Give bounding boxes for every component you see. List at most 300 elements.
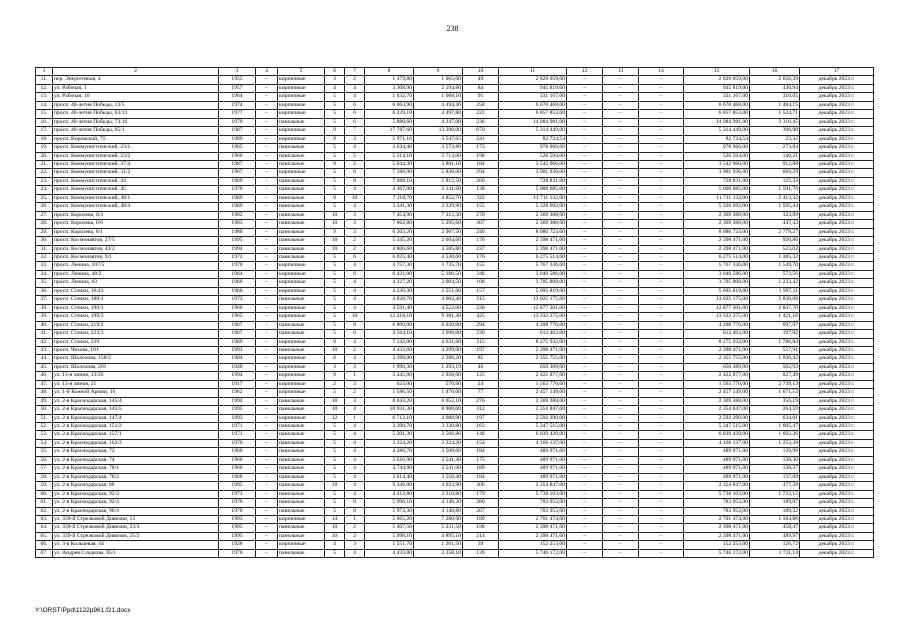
col-14-cell: – bbox=[639, 389, 684, 397]
col-14-cell: – bbox=[639, 220, 684, 228]
cost-total-cell: 6 670 468,00 bbox=[684, 101, 750, 109]
total-area-cell: 4 412,80 bbox=[365, 490, 414, 498]
col-13-cell: – bbox=[603, 118, 639, 126]
table-row bbox=[36, 482, 874, 490]
col-4-cell: – bbox=[256, 245, 278, 253]
entrances-cell: 7 bbox=[345, 127, 365, 135]
cost-total-cell: 2 354 847,00 bbox=[684, 406, 750, 414]
cost-per-sqm-cell: 264,59 bbox=[750, 406, 800, 414]
wall-material-cell: кирпичные bbox=[278, 338, 325, 346]
table-row bbox=[36, 296, 874, 304]
year-built-cell: 1970 bbox=[219, 499, 256, 507]
wall-material-cell: панельные bbox=[278, 253, 325, 261]
entrances-cell: 4 bbox=[345, 490, 365, 498]
row-number-cell: 11. bbox=[36, 76, 53, 84]
col-13-cell: – bbox=[603, 194, 639, 202]
floors-cell: 5 bbox=[325, 423, 345, 431]
entrances-cell: 4 bbox=[345, 279, 365, 287]
address-cell: просп. Кировский, 75 bbox=[53, 135, 219, 143]
cost-per-sqm-cell: 1 184,86 bbox=[750, 516, 800, 524]
col-4-cell: – bbox=[256, 397, 278, 405]
row-number-cell: 44. bbox=[36, 355, 53, 363]
entrances-cell: 3 bbox=[345, 211, 365, 219]
col-12-cell: – bbox=[567, 313, 603, 321]
residents-cell: 179 bbox=[463, 490, 499, 498]
wall-material-cell: кирпичные bbox=[278, 541, 325, 549]
entrances-cell: 4 bbox=[345, 186, 365, 194]
cost-total-cell: 82 724,54 bbox=[684, 135, 750, 143]
col-12-cell: – bbox=[567, 516, 603, 524]
address-cell: ул. 2-я Краснодарская, 92/4 bbox=[53, 499, 219, 507]
col-13-cell: – bbox=[603, 262, 639, 270]
total-cost-cell: 8 080 723,00 bbox=[499, 228, 567, 236]
wall-material-cell: кирпичные bbox=[278, 355, 325, 363]
wall-material-cell: панельные bbox=[278, 245, 325, 253]
column-number: 10 bbox=[463, 68, 499, 76]
total-area-cell: 4 286,70 bbox=[365, 448, 414, 456]
col-4-cell: – bbox=[256, 549, 278, 557]
entrances-cell: 2 bbox=[345, 160, 365, 168]
cost-total-cell: 5 347 515,00 bbox=[684, 423, 750, 431]
table-row bbox=[36, 304, 874, 312]
completion-date-cell: декабрь 2023 г. bbox=[800, 372, 874, 380]
wall-material-cell: панельные bbox=[278, 330, 325, 338]
col-14-cell: – bbox=[639, 338, 684, 346]
total-cost-cell: 2 398 471,00 bbox=[499, 524, 567, 532]
total-area-cell: 4 806,60 bbox=[365, 245, 414, 253]
col-13-cell: – bbox=[603, 473, 639, 481]
wall-material-cell: панельные bbox=[278, 321, 325, 329]
total-area-cell: 3 324,20 bbox=[365, 439, 414, 447]
col-13-cell: – bbox=[603, 363, 639, 371]
wall-material-cell: кирпичные bbox=[278, 101, 325, 109]
wall-material-cell: панельные bbox=[278, 490, 325, 498]
total-cost-cell: 3 542 966,00 bbox=[499, 160, 567, 168]
entrances-cell: 3 bbox=[345, 220, 365, 228]
residents-cell: 175 bbox=[463, 456, 499, 464]
table-row bbox=[36, 110, 874, 118]
col-14-cell: – bbox=[639, 423, 684, 431]
completion-date-cell: декабрь 2023 г. bbox=[800, 355, 874, 363]
col-14-cell: – bbox=[639, 253, 684, 261]
table-row bbox=[36, 330, 874, 338]
address-cell: ул. 13-я линия, 21 bbox=[53, 380, 219, 388]
wall-material-cell: панельные bbox=[278, 499, 325, 507]
col-14-cell: – bbox=[639, 245, 684, 253]
residential-area-cell: 570,90 bbox=[414, 380, 463, 388]
residential-area-cell: 3 310,80 bbox=[414, 490, 463, 498]
residential-area-cell: 5 180,50 bbox=[414, 270, 463, 278]
col-13-cell: – bbox=[603, 465, 639, 473]
col-4-cell: – bbox=[256, 431, 278, 439]
year-built-cell: 1993 bbox=[219, 414, 256, 422]
col-14-cell: – bbox=[639, 524, 684, 532]
col-14-cell: – bbox=[639, 321, 684, 329]
wall-material-cell: панельные bbox=[278, 473, 325, 481]
wall-material-cell: панельные bbox=[278, 456, 325, 464]
floors-cell: 5 bbox=[325, 152, 345, 160]
address-cell: просп. 40-летия Победы, 13/5 bbox=[53, 101, 219, 109]
floors-cell: 5 bbox=[325, 456, 345, 464]
total-cost-cell: 728 831,00 bbox=[499, 177, 567, 185]
cost-per-sqm-cell: 1 421,16 bbox=[750, 313, 800, 321]
residential-area-cell: 3 547,65 bbox=[414, 135, 463, 143]
address-cell: просп. 40-летия Победы, 63/13 bbox=[53, 110, 219, 118]
year-built-cell: 1971 bbox=[219, 423, 256, 431]
col-4-cell: – bbox=[256, 346, 278, 354]
year-built-cell: 1966 bbox=[219, 465, 256, 473]
wall-material-cell: панельные bbox=[278, 186, 325, 194]
year-built-cell: 1993 bbox=[219, 516, 256, 524]
col-14-cell: – bbox=[639, 397, 684, 405]
col-12-cell: – bbox=[567, 414, 603, 422]
cost-total-cell: 2 398 471,00 bbox=[684, 346, 750, 354]
col-12-cell: – bbox=[567, 237, 603, 245]
table-row bbox=[36, 152, 874, 160]
completion-date-cell: декабрь 2023 г. bbox=[800, 338, 874, 346]
residents-cell: 157 bbox=[463, 287, 499, 295]
completion-date-cell: декабрь 2023 г. bbox=[800, 253, 874, 261]
residential-area-cell: 1 068,10 bbox=[414, 93, 463, 101]
completion-date-cell: декабрь 2023 г. bbox=[800, 160, 874, 168]
total-cost-cell: 5 314 449,00 bbox=[499, 127, 567, 135]
residential-area-cell: 4 895,10 bbox=[414, 532, 463, 540]
cost-total-cell: 8 275 932,00 bbox=[684, 338, 750, 346]
year-built-cell: 1973 bbox=[219, 296, 256, 304]
residential-area-cell: 3 141,60 bbox=[414, 186, 463, 194]
col-4-cell: – bbox=[256, 211, 278, 219]
row-number-cell: 17. bbox=[36, 127, 53, 135]
table-row bbox=[36, 414, 874, 422]
table-row bbox=[36, 160, 874, 168]
cost-per-sqm-cell: 557,91 bbox=[750, 346, 800, 354]
entrances-cell: 3 bbox=[345, 228, 365, 236]
table-row bbox=[36, 516, 874, 524]
entrances-cell: 3 bbox=[345, 363, 365, 371]
wall-material-cell: панельные bbox=[278, 549, 325, 557]
col-14-cell: – bbox=[639, 169, 684, 177]
total-area-cell: 6 800,00 bbox=[365, 321, 414, 329]
address-cell: просп. Королева, 6/3 bbox=[53, 211, 219, 219]
year-built-cell: 1940 bbox=[219, 363, 256, 371]
residents-cell: 154 bbox=[463, 439, 499, 447]
total-area-cell: 4 230,30 bbox=[365, 287, 414, 295]
year-built-cell: 1969 bbox=[219, 338, 256, 346]
entrances-cell: 2 bbox=[345, 237, 365, 245]
row-number-cell: 15. bbox=[36, 110, 53, 118]
cost-total-cell: 5 000 685,00 bbox=[684, 186, 750, 194]
entrances-cell: 4 bbox=[345, 431, 365, 439]
col-4-cell: – bbox=[256, 169, 278, 177]
completion-date-cell: декабрь 2023 г. bbox=[800, 262, 874, 270]
total-area-cell: 4 432,60 bbox=[365, 346, 414, 354]
total-cost-cell: 13 332 375,00 bbox=[499, 313, 567, 321]
cost-total-cell: 2 369 388,00 bbox=[684, 211, 750, 219]
year-built-cell: 1966 bbox=[219, 473, 256, 481]
floors-cell: 10 bbox=[325, 346, 345, 354]
residential-area-cell: 2 194,80 bbox=[414, 84, 463, 92]
total-cost-cell: 783 953,00 bbox=[499, 499, 567, 507]
wall-material-cell: кирпичные bbox=[278, 135, 325, 143]
year-built-cell: 1987 bbox=[219, 127, 256, 135]
entrances-cell: 4 bbox=[345, 338, 365, 346]
table-row bbox=[36, 423, 874, 431]
col-13-cell: – bbox=[603, 406, 639, 414]
col-12-cell: – bbox=[567, 490, 603, 498]
column-number: 11 bbox=[499, 68, 567, 76]
address-cell: просп. Шолохова, 201 bbox=[53, 363, 219, 371]
residential-area-cell: 4 247,00 bbox=[414, 118, 463, 126]
year-built-cell: 1955 bbox=[219, 76, 256, 84]
row-number-cell: 46. bbox=[36, 372, 53, 380]
col-13-cell: – bbox=[603, 144, 639, 152]
col-12-cell: – bbox=[567, 499, 603, 507]
row-number-cell: 45. bbox=[36, 363, 53, 371]
cost-total-cell: 4 166 137,00 bbox=[684, 439, 750, 447]
address-cell: ул. 2-я Краснодарская, 157/1 bbox=[53, 431, 219, 439]
col-14-cell: – bbox=[639, 473, 684, 481]
entrances-cell: 4 bbox=[345, 93, 365, 101]
cost-per-sqm-cell: 920,86 bbox=[750, 237, 800, 245]
entrances-cell: 4 bbox=[345, 423, 365, 431]
cost-total-cell: 2 355 755,00 bbox=[684, 355, 750, 363]
col-13-cell: – bbox=[603, 389, 639, 397]
col-12-cell: – bbox=[567, 389, 603, 397]
column-number: 1 bbox=[36, 68, 53, 76]
wall-material-cell: кирпичные bbox=[278, 363, 325, 371]
cost-per-sqm-cell: 3 316,45 bbox=[750, 118, 800, 126]
floors-cell: 5 bbox=[325, 101, 345, 109]
cost-total-cell: 5 738 103,00 bbox=[684, 490, 750, 498]
table-row bbox=[36, 118, 874, 126]
cost-total-cell: 14 084 981,00 bbox=[684, 118, 750, 126]
table-row bbox=[36, 194, 874, 202]
cost-per-sqm-cell: 1 595,44 bbox=[750, 203, 800, 211]
wall-material-cell: кирпичные bbox=[278, 84, 325, 92]
floors-cell: 5 bbox=[325, 262, 345, 270]
total-area-cell: 3 308,90 bbox=[365, 84, 414, 92]
residential-area-cell: 4 933,90 bbox=[414, 482, 463, 490]
wall-material-cell: панельные bbox=[278, 465, 325, 473]
table-row bbox=[36, 524, 874, 532]
year-built-cell: 1964 bbox=[219, 93, 256, 101]
cost-total-cell: 3 542 966,00 bbox=[684, 160, 750, 168]
total-cost-cell: 1 563 770,00 bbox=[499, 380, 567, 388]
total-cost-cell: 489 971,00 bbox=[499, 448, 567, 456]
col-12-cell: – bbox=[567, 177, 603, 185]
completion-date-cell: декабрь 2023 г. bbox=[800, 330, 874, 338]
entrances-cell: 6 bbox=[345, 270, 365, 278]
cost-total-cell: 489 971,00 bbox=[684, 473, 750, 481]
col-4-cell: – bbox=[256, 372, 278, 380]
col-14-cell: – bbox=[639, 549, 684, 557]
total-area-cell: 1 551,70 bbox=[365, 541, 414, 549]
total-cost-cell: 2 398 471,00 bbox=[499, 532, 567, 540]
row-number-cell: 16. bbox=[36, 118, 53, 126]
total-area-cell: 5 996,10 bbox=[365, 499, 414, 507]
table-row bbox=[36, 499, 874, 507]
entrances-cell: 10 bbox=[345, 313, 365, 321]
row-number-cell: 12. bbox=[36, 84, 53, 92]
cost-total-cell: 1 563 770,00 bbox=[684, 380, 750, 388]
cost-per-sqm-cell: 1 524,71 bbox=[750, 110, 800, 118]
address-cell: просп. Стачки, 199/3 bbox=[53, 313, 219, 321]
col-4-cell: – bbox=[256, 516, 278, 524]
floors-cell: 4 bbox=[325, 84, 345, 92]
address-cell: просп. Космонавтов, 43/2 bbox=[53, 245, 219, 253]
year-built-cell: 1993 bbox=[219, 346, 256, 354]
completion-date-cell: декабрь 2023 г. bbox=[800, 270, 874, 278]
residents-cell: 108 bbox=[463, 279, 499, 287]
col-4-cell: – bbox=[256, 296, 278, 304]
completion-date-cell: декабрь 2023 г. bbox=[800, 101, 874, 109]
completion-date-cell: декабрь 2023 г. bbox=[800, 245, 874, 253]
residential-area-cell: 2 551,60 bbox=[414, 287, 463, 295]
total-cost-cell: 520 594,00 bbox=[499, 152, 567, 160]
residents-cell: 176 bbox=[463, 253, 499, 261]
residential-area-cell: 3 735,70 bbox=[414, 262, 463, 270]
total-cost-cell: 612 463,00 bbox=[499, 330, 567, 338]
entrances-cell: 6 bbox=[345, 110, 365, 118]
cost-total-cell: 6 857 853,00 bbox=[684, 110, 750, 118]
residents-cell: 241 bbox=[463, 135, 499, 143]
address-cell: ул. 2-я Краснодарская, 151/2 bbox=[53, 423, 219, 431]
col-13-cell: – bbox=[603, 245, 639, 253]
wall-material-cell: кирпичные bbox=[278, 287, 325, 295]
wall-material-cell: панельные bbox=[278, 194, 325, 202]
row-number-cell: 14. bbox=[36, 101, 53, 109]
wall-material-cell: панельные bbox=[278, 296, 325, 304]
completion-date-cell: декабрь 2023 г. bbox=[800, 304, 874, 312]
total-area-cell: 3 390,70 bbox=[365, 423, 414, 431]
column-number: 6 bbox=[325, 68, 345, 76]
row-number-cell: 31. bbox=[36, 245, 53, 253]
total-cost-cell: 3 901 936,00 bbox=[499, 169, 567, 177]
total-cost-cell: 3 040 586,00 bbox=[499, 270, 567, 278]
year-built-cell: 1973 bbox=[219, 490, 256, 498]
floors-cell: 5 bbox=[325, 186, 345, 194]
wall-material-cell: панельные bbox=[278, 211, 325, 219]
col-4-cell: – bbox=[256, 144, 278, 152]
col-12-cell: – bbox=[567, 110, 603, 118]
col-12-cell: – bbox=[567, 532, 603, 540]
row-number-cell: 50. bbox=[36, 406, 53, 414]
col-13-cell: – bbox=[603, 397, 639, 405]
row-number-cell: 29. bbox=[36, 228, 53, 236]
total-area-cell: 5 971,16 bbox=[365, 135, 414, 143]
cost-per-sqm-cell: 273,84 bbox=[750, 144, 800, 152]
completion-date-cell: декабрь 2023 г. bbox=[800, 490, 874, 498]
table-row bbox=[36, 541, 874, 549]
total-cost-cell: 945 819,00 bbox=[499, 84, 567, 92]
residents-cell: 258 bbox=[463, 101, 499, 109]
residential-area-cell: 3 339,90 bbox=[414, 203, 463, 211]
residential-area-cell: 1 065,00 bbox=[414, 76, 463, 84]
table-row bbox=[36, 397, 874, 405]
wall-material-cell: кирпичные bbox=[278, 304, 325, 312]
residents-cell: 46 bbox=[463, 363, 499, 371]
row-number-cell: 67. bbox=[36, 549, 53, 557]
floors-cell: 9 bbox=[325, 127, 345, 135]
address-cell: просп. Стачки, 223/3 bbox=[53, 330, 219, 338]
floors-cell: 5 bbox=[325, 253, 345, 261]
table-row bbox=[36, 473, 874, 481]
col-14-cell: – bbox=[639, 456, 684, 464]
total-area-cell: 3 445,00 bbox=[365, 372, 414, 380]
residential-area-cell: 6 652,10 bbox=[414, 397, 463, 405]
completion-date-cell: декабрь 2023 г. bbox=[800, 203, 874, 211]
address-cell: ул. 2-я Краснодарская, 74 bbox=[53, 456, 219, 464]
total-cost-cell: 489 971,00 bbox=[499, 473, 567, 481]
address-cell: ул. 2-я Краснодарская, 96/3 bbox=[53, 507, 219, 515]
address-cell: просп. 40-летия Победы, 73/10 bbox=[53, 118, 219, 126]
table-row bbox=[36, 211, 874, 219]
residents-cell: 176 bbox=[463, 237, 499, 245]
wall-material-cell: кирпичные bbox=[278, 389, 325, 397]
completion-date-cell: декабрь 2023 г. bbox=[800, 144, 874, 152]
cost-total-cell: 520 594,00 bbox=[684, 152, 750, 160]
col-12-cell: – bbox=[567, 84, 603, 92]
residential-area-cell: 3 541,30 bbox=[414, 456, 463, 464]
col-4-cell: – bbox=[256, 237, 278, 245]
table-row bbox=[36, 431, 874, 439]
address-cell: просп. Королева, 8/1 bbox=[53, 228, 219, 236]
completion-date-cell: декабрь 2023 г. bbox=[800, 321, 874, 329]
col-12-cell: – bbox=[567, 169, 603, 177]
residents-cell: 91 bbox=[463, 93, 499, 101]
completion-date-cell: декабрь 2023 г. bbox=[800, 499, 874, 507]
address-cell: просп. Коммунистический, 23/2 bbox=[53, 152, 219, 160]
column-number: 8 bbox=[365, 68, 414, 76]
col-14-cell: – bbox=[639, 490, 684, 498]
row-number-cell: 40. bbox=[36, 321, 53, 329]
address-cell: просп. Стачки, 229 bbox=[53, 338, 219, 346]
col-14-cell: – bbox=[639, 313, 684, 321]
completion-date-cell: декабрь 2023 г. bbox=[800, 423, 874, 431]
col-13-cell: – bbox=[603, 431, 639, 439]
address-cell: просп. Коммунистический, 31/2 bbox=[53, 169, 219, 177]
address-cell: просп. 40-летия Победы, 95/1 bbox=[53, 127, 219, 135]
residents-cell: 125 bbox=[463, 372, 499, 380]
total-area-cell: 4 227,20 bbox=[365, 279, 414, 287]
cost-total-cell: 2 398 471,00 bbox=[684, 237, 750, 245]
table-row bbox=[36, 177, 874, 185]
cost-total-cell: 2 829 059,00 bbox=[684, 76, 750, 84]
col-4-cell: – bbox=[256, 279, 278, 287]
column-number: 14 bbox=[639, 68, 684, 76]
col-14-cell: – bbox=[639, 287, 684, 295]
entrances-cell: 8 bbox=[345, 177, 365, 185]
residents-cell: 230 bbox=[463, 304, 499, 312]
col-12-cell: – bbox=[567, 549, 603, 557]
row-number-cell: 30. bbox=[36, 237, 53, 245]
table-row bbox=[36, 135, 874, 143]
row-number-cell: 64. bbox=[36, 524, 53, 532]
col-13-cell: – bbox=[603, 101, 639, 109]
completion-date-cell: декабрь 2023 г. bbox=[800, 532, 874, 540]
total-area-cell: 3 614,40 bbox=[365, 473, 414, 481]
col-14-cell: – bbox=[639, 346, 684, 354]
cost-per-sqm-cell: 430,94 bbox=[750, 84, 800, 92]
entrances-cell: 2 bbox=[345, 245, 365, 253]
col-14-cell: – bbox=[639, 228, 684, 236]
total-cost-cell: 5 328 692,00 bbox=[499, 203, 567, 211]
cost-per-sqm-cell: 447,43 bbox=[750, 220, 800, 228]
total-area-cell: 3 341,30 bbox=[365, 203, 414, 211]
floors-cell: 5 bbox=[325, 465, 345, 473]
table-row bbox=[36, 253, 874, 261]
year-built-cell: 1970 bbox=[219, 439, 256, 447]
